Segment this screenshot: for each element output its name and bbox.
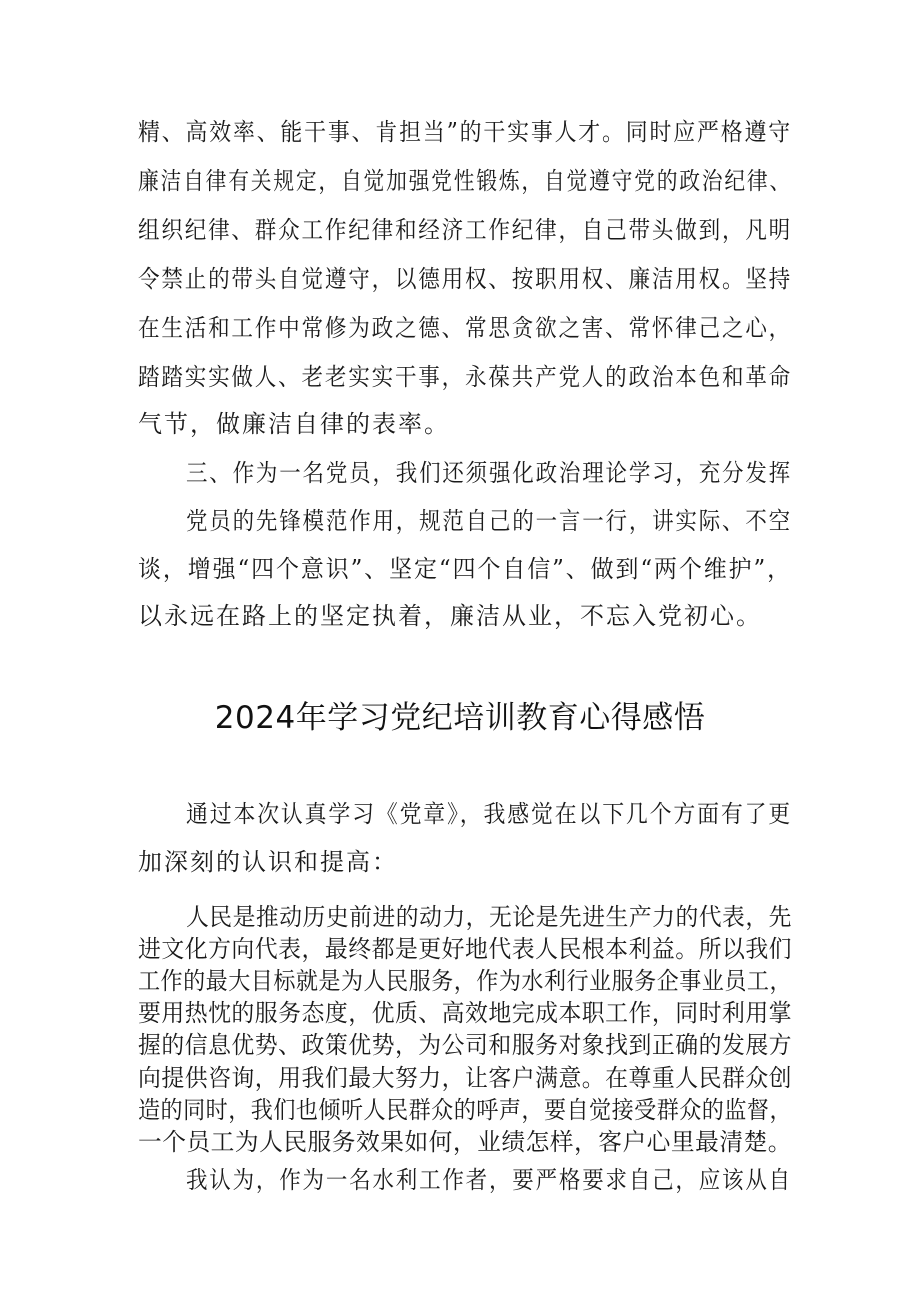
- text-line: 组织纪律、群众工作纪律和经济工作纪律，自己带头做到，凡明: [138, 216, 793, 244]
- text-line: 一个员工为人民服务效果如何，业绩怎样，客户心里最清楚。: [138, 1128, 793, 1156]
- text-line: 以永远在路上的坚定执着，廉洁从业，不忘入党初心。: [138, 602, 762, 630]
- text-line: 精、高效率、能干事、肯担当”的干实事人才。同时应严格遵守: [138, 118, 792, 146]
- text-line: 谈，增强“四个意识”、坚定“四个自信”、做到“两个维护”，: [138, 555, 793, 583]
- text-line: 加深刻的认识和提高：: [138, 848, 398, 876]
- text-line: 要用热忱的服务态度，优质、高效地完成本职工作，同时利用掌: [138, 999, 793, 1027]
- article-title: 2024年学习党纪培训教育心得感悟: [214, 700, 706, 736]
- text-line: 在生活和工作中常修为政之德、常思贪欲之害、常怀律己之心，: [138, 314, 793, 342]
- text-line: 我认为，作为一名水利工作者，要严格要求自己，应该从自: [186, 1166, 792, 1194]
- text-line: 造的同时，我们也倾听人民群众的呼声，要自觉接受群众的监督，: [138, 1096, 793, 1124]
- text-line: 气节，做廉洁自律的表率。: [138, 410, 450, 438]
- text-line: 进文化方向代表，最终都是更好地代表人民根本利益。所以我们: [138, 935, 793, 963]
- text-line: 党员的先锋模范作用，规范自己的一言一行，讲实际、不空: [186, 507, 792, 535]
- text-line: 廉洁自律有关规定，自觉加强党性锻炼，自觉遵守党的政治纪律、: [138, 167, 793, 195]
- text-line: 三、作为一名党员，我们还须强化政治理论学习，充分发挥: [186, 459, 792, 487]
- text-line: 踏踏实实做人、老老实实干事，永葆共产党人的政治本色和革命: [138, 363, 793, 391]
- text-line: 向提供咨询，用我们最大努力，让客户满意。在尊重人民群众创: [138, 1064, 793, 1092]
- text-line: 通过本次认真学习《党章》，我感觉在以下几个方面有了更: [186, 800, 793, 828]
- text-line: 人民是推动历史前进的动力，无论是先进生产力的代表，先: [186, 903, 792, 931]
- text-line: 工作的最大目标就是为人民服务，作为水利行业服务企事业员工，: [138, 967, 793, 995]
- text-line: 握的信息优势、政策优势，为公司和服务对象找到正确的发展方: [138, 1031, 793, 1059]
- text-line: 令禁止的带头自觉遵守，以德用权、按职用权、廉洁用权。坚持: [138, 265, 793, 293]
